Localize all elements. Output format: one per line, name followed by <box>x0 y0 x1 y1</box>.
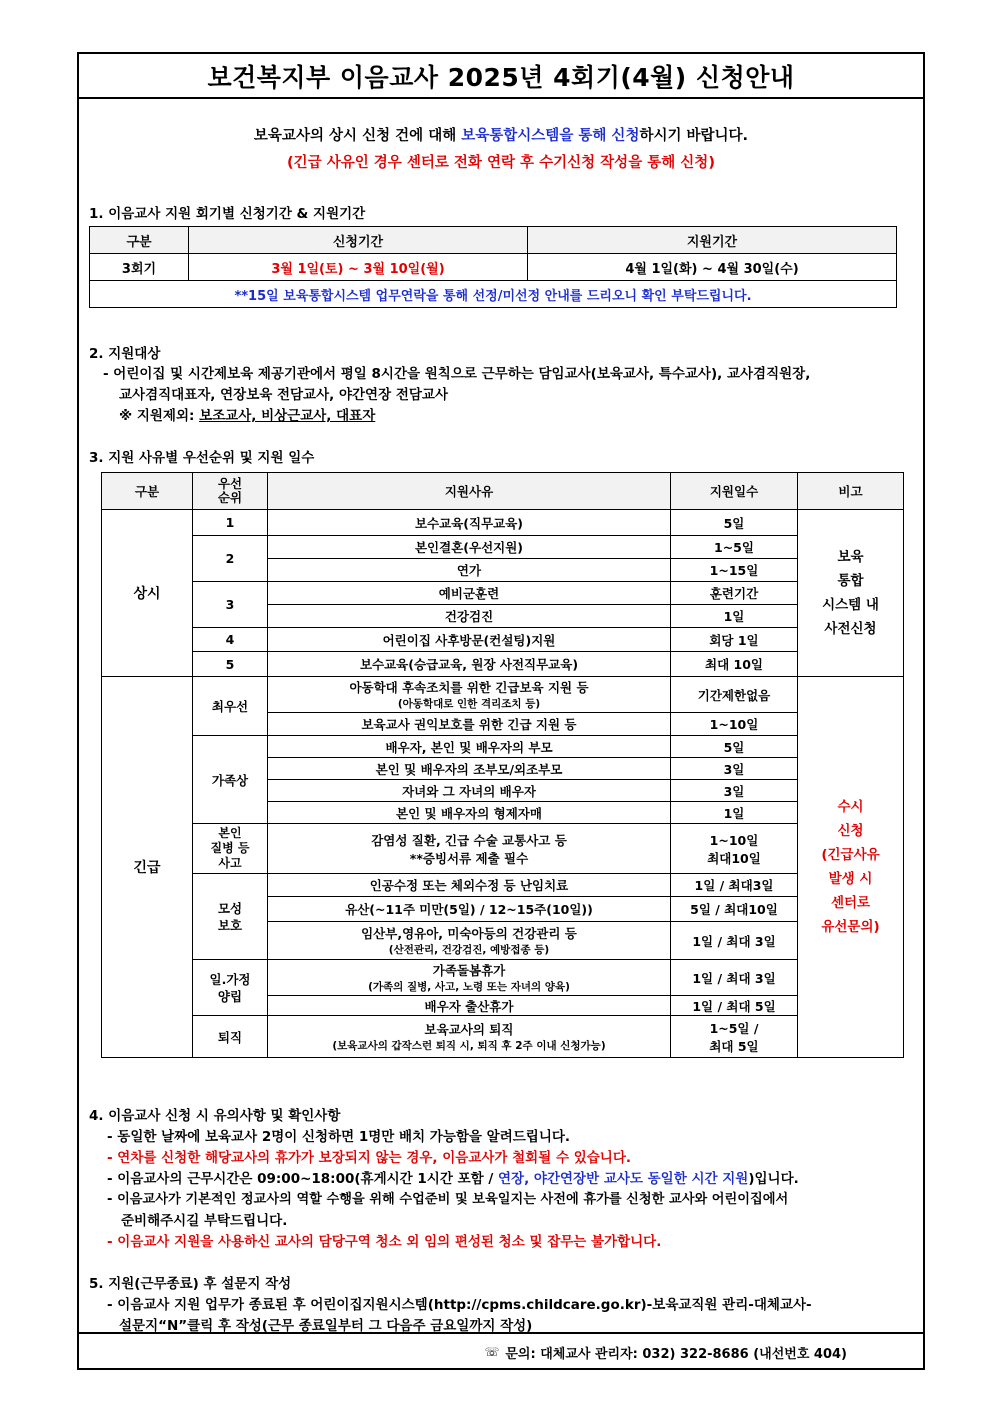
target-line-2: 교사겸직대표자, 연장보육 전담교사, 야간연장 전담교사 <box>119 387 448 403</box>
col-header: 신청기간 <box>189 227 528 254</box>
section5-heading: 5. 지원(근무종료) 후 설문지 작성 <box>89 1276 292 1292</box>
intro-text-end: 하시기 바랍니다. <box>639 128 749 144</box>
days: 1일 <box>671 605 798 628</box>
priority: 5 <box>193 652 268 677</box>
days: 1일 <box>671 802 798 824</box>
priority: 2 <box>193 536 268 582</box>
col-header: 구분 <box>102 473 193 510</box>
period-table <box>89 226 897 308</box>
reason <box>268 1016 671 1058</box>
reason <box>268 960 671 996</box>
days: 1일 / 최대 5일 <box>671 996 798 1016</box>
reason <box>268 824 671 874</box>
col-header: 우선 순위 <box>193 473 268 510</box>
group-regular: 상시 <box>102 510 193 677</box>
period-note: **15일 보육통합시스템 업무연락을 통해 선정/미선정 안내를 드리오니 확인 부탁드립니다. <box>90 281 897 308</box>
days <box>671 1016 798 1058</box>
survey-line-2: 설문지“N”클릭 후 작성(근무 종료일부터 그 다음주 금요일까지 작성) <box>119 1318 533 1334</box>
category: 본인 질병 등 사고 <box>193 824 268 874</box>
category: 모성 보호 <box>193 874 268 960</box>
group-urgent: 긴급 <box>102 677 193 1058</box>
reason: 어린이집 사후방문(컨설팅)지원 <box>268 628 671 652</box>
target-exclusion <box>119 404 375 424</box>
days: 1~10일 <box>671 713 798 736</box>
reason: 자녀와 그 자녀의 배우자 <box>268 780 671 802</box>
contact-footer <box>79 1332 923 1370</box>
reason: 배우자, 본인 및 배우자의 부모 <box>268 736 671 758</box>
reason-text: 임산부,영유아, 미숙아등의 건강관리 등 <box>361 926 577 941</box>
reason-sub: (산전관리, 건강검진, 예방접종 등) <box>388 944 550 956</box>
priority: 1 <box>193 510 268 536</box>
reason: 본인결혼(우선지원) <box>268 536 671 559</box>
days-text: 1~10일 <box>709 832 759 848</box>
col-header: 구분 <box>90 227 189 254</box>
urgent-note: 수시 신청 (긴급사유 발생 시 센터로 유선문의) <box>798 677 904 1058</box>
support-period: 4월 1일(화) ~ 4월 30일(수) <box>528 254 897 281</box>
category: 일.가정 양립 <box>193 960 268 1016</box>
section4-heading: 4. 이음교사 신청 시 유의사항 및 확인사항 <box>89 1108 341 1124</box>
notice-frame <box>77 52 925 1370</box>
intro-text: 보육교사의 상시 신청 건에 대해 <box>253 128 462 144</box>
caution-line-4b: 준비해주시길 부탁드립니다. <box>121 1213 288 1229</box>
days: 5일 <box>671 510 798 536</box>
reason-text: 보육교사의 퇴직 <box>424 1022 514 1037</box>
col-header: 지원기간 <box>528 227 897 254</box>
reason-sub: **증빙서류 제출 필수 <box>409 850 529 866</box>
intro-line-1 <box>79 124 923 145</box>
caution-line-5: - 이음교사 지원을 사용하신 교사의 담당구역 청소 외 임의 편성된 청소 및 잡무는 불가합니다. <box>107 1234 662 1250</box>
reason-sub: (아동학대로 인한 격리조치 등) <box>397 698 541 710</box>
days: 1일 / 최대 3일 <box>671 960 798 996</box>
reason: 건강검진 <box>268 605 671 628</box>
days: 기간제한없음 <box>671 677 798 713</box>
col-header: 지원일수 <box>671 473 798 510</box>
caution-line-4a: - 이음교사가 기본적인 정교사의 역할 수행을 위해 수업준비 및 보육일지는 사전에 휴가를 신청한 교사와 어린이집에서 <box>107 1192 789 1207</box>
intro-highlight: 보육통합시스템을 통해 신청 <box>461 128 640 144</box>
category: 퇴직 <box>193 1016 268 1058</box>
reason: 본인 및 배우자의 형제자매 <box>268 802 671 824</box>
days: 회당 1일 <box>671 628 798 652</box>
intro-line-2: (긴급 사유인 경우 센터로 전화 연락 후 수기신청 작성을 통해 신청) <box>287 155 715 171</box>
days: 3일 <box>671 758 798 780</box>
caution-highlight: 연장, 야간연장반 교사도 동일한 시간 지원 <box>498 1171 749 1187</box>
survey-line-1: - 이음교사 지원 업무가 종료된 후 어린이집지원시스템(http://cpms.childcare.go.kr)-보육교직원 관리-대체교사- <box>107 1297 812 1313</box>
reason-sub: (가족의 질병, 사고, 노령 또는 자녀의 양육) <box>368 981 570 993</box>
days-text: 최대10일 <box>707 850 761 866</box>
section2-heading: 2. 지원대상 <box>89 346 161 362</box>
caution-line-3 <box>107 1167 799 1187</box>
reason: 본인 및 배우자의 조부모/외조부모 <box>268 758 671 780</box>
reason: 인공수정 또는 체외수정 등 난임치료 <box>268 874 671 897</box>
reason: 보육교사 권익보호를 위한 긴급 지원 등 <box>268 713 671 736</box>
days: 최대 10일 <box>671 652 798 677</box>
days: 1~15일 <box>671 559 798 582</box>
caution-text: - 이음교사의 근무시간은 09:00~18:00(휴게시간 1시간 포함 / <box>107 1171 498 1187</box>
exclusion-value: 보조교사, 비상근교사, 대표자 <box>199 408 376 424</box>
section3-heading: 3. 지원 사유별 우선순위 및 지원 일수 <box>89 450 315 466</box>
reason-text: 가족돌봄휴가 <box>432 963 506 978</box>
priority: 4 <box>193 628 268 652</box>
caution-text-end: )입니다. <box>748 1171 799 1187</box>
apply-period: 3월 1일(토) ~ 3월 10일(월) <box>189 254 528 281</box>
days <box>671 824 798 874</box>
period-round: 3회기 <box>90 254 189 281</box>
reason: 연가 <box>268 559 671 582</box>
days: 5일 / 최대10일 <box>671 897 798 922</box>
days: 1일 / 최대3일 <box>671 874 798 897</box>
caution-line-2: - 연차를 신청한 해당교사의 휴가가 보장되지 않는 경우, 이음교사가 철회될 수 있습니다. <box>107 1150 631 1166</box>
col-header: 지원사유 <box>268 473 671 510</box>
phone-icon: ☏ <box>484 1345 500 1359</box>
days: 1일 / 최대 3일 <box>671 922 798 960</box>
days: 3일 <box>671 780 798 802</box>
reason-text: 감염성 질환, 긴급 수술 교통사고 등 <box>371 832 567 848</box>
days: 훈련기간 <box>671 582 798 605</box>
section1-heading: 1. 이음교사 지원 회기별 신청기간 & 지원기간 <box>89 206 366 222</box>
reason: 배우자 출산휴가 <box>268 996 671 1016</box>
contact-text: 문의: 대체교사 관리자: 032) 322-8686 (내선번호 404) <box>505 1346 847 1362</box>
priority: 3 <box>193 582 268 628</box>
reason-sub: (보육교사의 갑작스런 퇴직 시, 퇴직 후 2주 이내 신청가능) <box>332 1040 606 1052</box>
reason: 예비군훈련 <box>268 582 671 605</box>
category: 최우선 <box>193 677 268 736</box>
target-line-1: - 어린이집 및 시간제보육 제공기관에서 평일 8시간을 원칙으로 근무하는 담임교사(보육교사, 특수교사), 교사겸직원장, <box>103 366 811 382</box>
category: 가족상 <box>193 736 268 824</box>
reason: 보수교육(승급교육, 원장 사전직무교육) <box>268 652 671 677</box>
reason <box>268 677 671 713</box>
exclusion-label: ※ 지원제외: <box>119 408 200 424</box>
days-text: 최대 5일 <box>709 1038 759 1054</box>
days: 5일 <box>671 736 798 758</box>
reason-table <box>101 472 904 1058</box>
reason: 유산(~11주 미만(5일) / 12~15주(10일)) <box>268 897 671 922</box>
regular-note: 보육 통합 시스템 내 사전신청 <box>798 510 904 677</box>
reason-text: 아동학대 후속조치를 위한 긴급보육 지원 등 <box>349 680 589 695</box>
days-text: 1~5일 / <box>709 1020 759 1036</box>
page-title: 보건복지부 이음교사 2025년 4회기(4월) 신청안내 <box>79 54 923 99</box>
col-header: 비고 <box>798 473 904 510</box>
days: 1~5일 <box>671 536 798 559</box>
caution-line-1: - 동일한 날짜에 보육교사 2명이 신청하면 1명만 배치 가능함을 알려드립니다. <box>107 1129 571 1145</box>
reason: 보수교육(직무교육) <box>268 510 671 536</box>
reason <box>268 922 671 960</box>
